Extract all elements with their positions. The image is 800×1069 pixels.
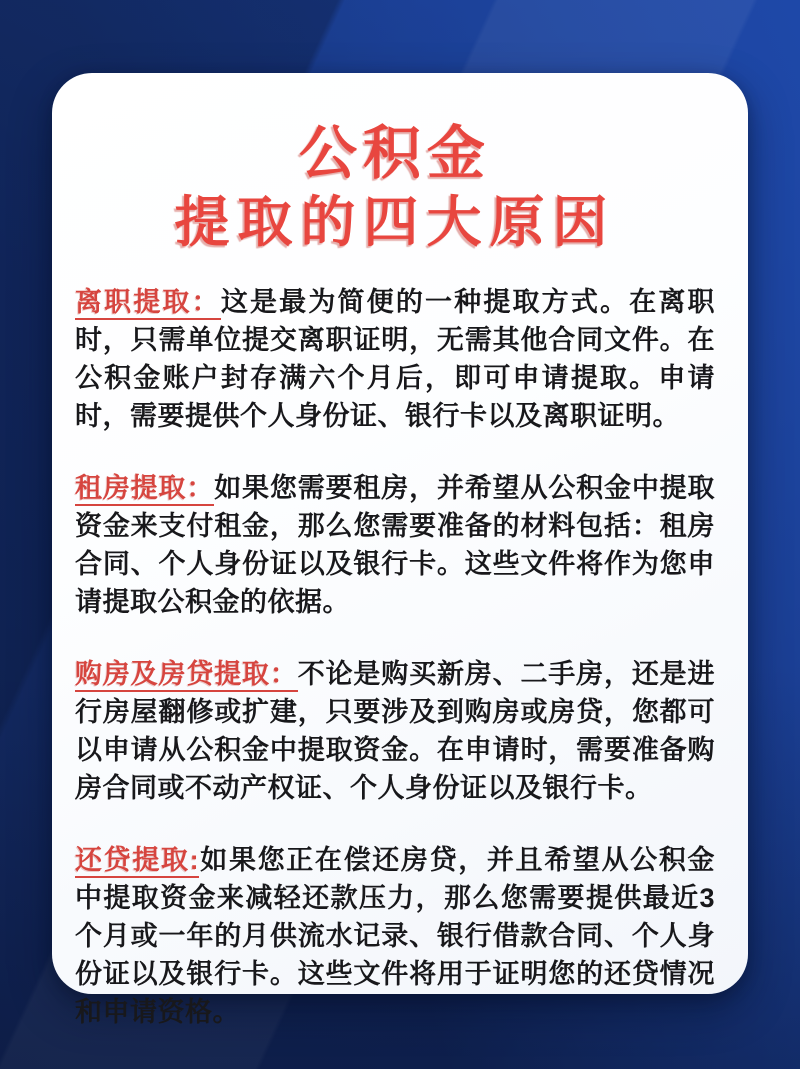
title-line-2: 提取的四大原因 [174,191,616,253]
section-body-loan-repayment: 如果您正在偿还房贷，并且希望从公积金中提取资金来减轻还款压力，那么您需要提供最近3个月或一年的月供流水记录、银行借款合同、个人身份证以及银行卡。这些文件将用于证明您的还贷情况和申请资格。 [75,845,716,1027]
title-line-1: 公积金 [298,121,491,186]
poster-title [75,117,715,253]
section-body-resignation: 这是最为简便的一种提取方式。在离职时，只需单位提交离职证明，无需其他合同文件。在公积金账户封存满六个月后，即可申请提取。申请时，需要提供个人身份证、银行卡以及离职证明。 [75,287,716,431]
section-body-home-purchase: 不论是购买新房、二手房，还是进行房屋翻修或扩建，只要涉及到购房或房贷，您都可以申请从公积金中提取资金。在申请时，需要准备购房合同或不动产权证、个人身份证以及银行卡。 [75,659,716,803]
section-home-purchase-withdrawal [75,655,715,807]
section-heading-home-purchase: 购房及房贷提取： [75,659,298,692]
section-body-rent: 如果您需要租房，并希望从公积金中提取资金来支付租金，那么您需要准备的材料包括：租房合同、个人身份证以及银行卡。这些文件将作为您申请提取公积金的依据。 [75,473,716,617]
section-loan-repayment-withdrawal [75,841,715,1031]
content-card [52,73,748,1027]
section-heading-rent: 租房提取： [75,473,214,506]
section-rent-withdrawal [75,469,715,621]
section-heading-resignation: 离职提取： [75,287,221,320]
section-resignation-withdrawal [75,283,715,435]
section-heading-loan-repayment: 还贷提取: [75,845,199,878]
